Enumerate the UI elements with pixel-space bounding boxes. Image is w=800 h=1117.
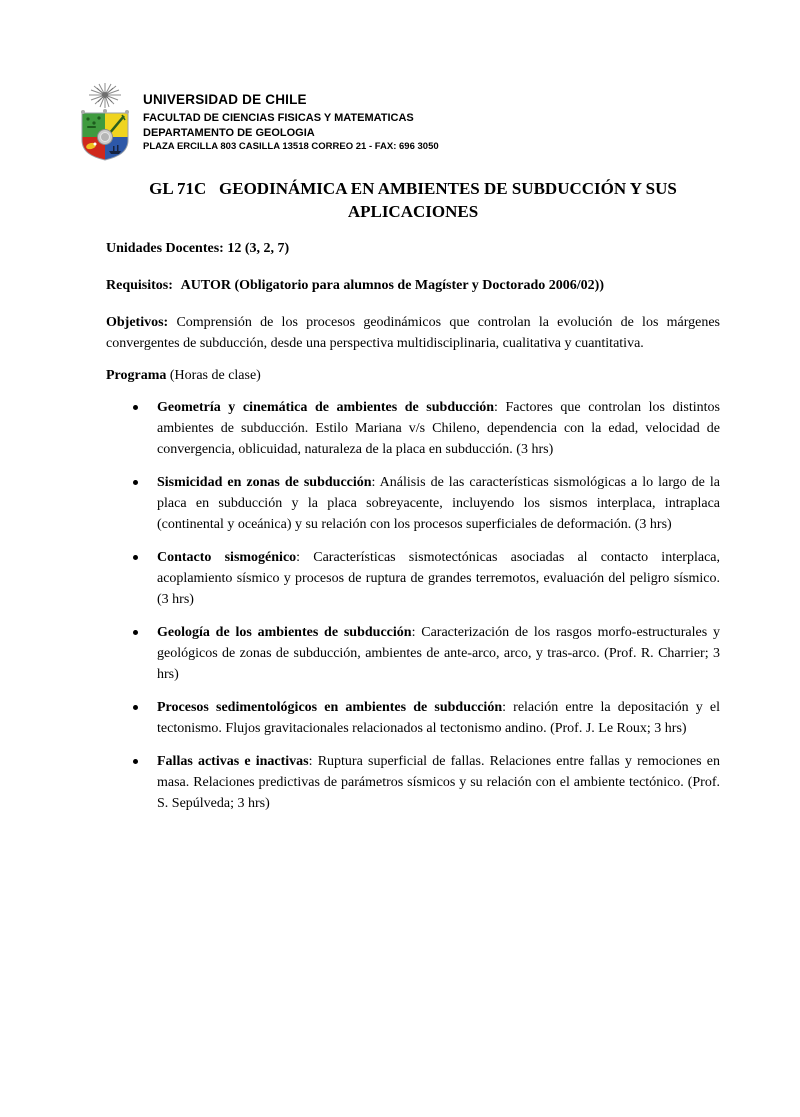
department-name: DEPARTAMENTO DE GEOLOGIA xyxy=(143,126,315,139)
faculty-name: FACULTAD DE CIENCIAS FISICAS Y MATEMATICAS xyxy=(143,111,414,124)
bullet-icon xyxy=(133,547,157,610)
program-item-text: : Caracterización de los rasgos morfo-estructurales y geológicos de zonas de subducción, ambientes de ante-arco, arco, y tras-arco. (Prof. R. Charrier; 3 hrs) xyxy=(157,625,720,682)
program-item-text: : relación entre la depositación y el tectonismo. Flujos gravitacionales relacionados al tectonismo andino. (Prof. J. Le Roux; 3 hrs) xyxy=(157,700,720,736)
program-item-title: Contacto sismogénico xyxy=(157,550,297,565)
requisitos-field xyxy=(106,275,720,296)
requisitos-value: AUTOR (Obligatorio para alumnos de Magíster y Doctorado 2006/02)) xyxy=(180,278,604,293)
programa-heading xyxy=(106,365,720,386)
bullet-icon xyxy=(133,751,157,814)
address-line: PLAZA ERCILLA 803 CASILLA 13518 CORREO 21 - FAX: 696 3050 xyxy=(143,141,439,153)
unidades-label: Unidades Docentes: xyxy=(106,241,224,256)
programa-suffix: (Horas de clase) xyxy=(169,368,261,383)
document-body xyxy=(106,177,720,814)
program-item-title: Procesos sedimentológicos en ambientes de subducción xyxy=(157,700,503,715)
objetivos-text: Comprensión de los procesos geodinámicos que controlan la evolución de los márgenes convergentes de subducción, desde una perspectiva multidisciplinaria, cualitativa y cuantitativa. xyxy=(106,315,721,351)
objetivos-paragraph xyxy=(106,312,720,354)
program-item-title: Sismicidad en zonas de subducción xyxy=(157,475,372,490)
bullet-icon xyxy=(133,397,157,460)
course-title-line2: APLICACIONES xyxy=(347,202,479,221)
program-item-title: Fallas activas e inactivas xyxy=(157,754,309,769)
university-name: UNIVERSIDAD DE CHILE xyxy=(143,92,307,107)
letterhead xyxy=(78,82,720,162)
program-list xyxy=(106,397,720,814)
program-item-geologia xyxy=(106,622,720,685)
program-item-contacto xyxy=(106,547,720,610)
letterhead-text xyxy=(143,82,439,152)
unidades-value: 12 (3, 2, 7) xyxy=(227,241,290,256)
programa-label: Programa xyxy=(106,368,167,383)
objetivos-label: Objetivos: xyxy=(106,315,169,330)
unidades-docentes-field xyxy=(106,238,720,259)
program-item-geometria xyxy=(106,397,720,460)
bullet-icon xyxy=(133,622,157,685)
bullet-icon xyxy=(133,697,157,739)
program-item-text: : Ruptura superficial de fallas. Relaciones entre fallas y remociones en masa. Relaciones predictivas de parámetros sísmicos y su relación con el ambiente tectónico. (Prof. S. Sepúlveda; 3 hrs) xyxy=(157,754,720,811)
program-item-text: : Análisis de las características sismológicas a lo largo de la placa en subducción y la placa sobreyacente, incluyendo los sismos interplaca, intraplaca (continental y oceánica) y su relación con los procesos superficiales de deformación. (3 hrs) xyxy=(157,475,720,532)
program-item-text: : Factores que controlan los distintos ambientes de subducción. Estilo Mariana v/s Chileno, dependencia con la edad, velocidad de convergencia, oblicuidad, naturaleza de la placa en subducción. (3 hrs) xyxy=(157,400,720,457)
bullet-icon xyxy=(133,472,157,535)
program-item-title: Geometría y cinemática de ambientes de subducción xyxy=(157,400,494,415)
course-title-line1: GL 71C GEODINÁMICA EN AMBIENTES DE SUBDUCCIÓN Y SUS xyxy=(149,179,677,198)
program-item-fallas xyxy=(106,751,720,814)
program-item-sismicidad xyxy=(106,472,720,535)
program-item-procesos xyxy=(106,697,720,739)
program-item-text: : Características sismotectónicas asociadas al contacto interplaca, acoplamiento sísmico y procesos de ruptura de grandes terremotos, evaluación del peligro sísmico. (3 hrs) xyxy=(157,550,720,607)
requisitos-label: Requisitos: xyxy=(106,278,173,293)
program-item-title: Geología de los ambientes de subducción xyxy=(157,625,412,640)
course-title xyxy=(106,177,720,223)
university-crest-logo xyxy=(78,82,132,162)
